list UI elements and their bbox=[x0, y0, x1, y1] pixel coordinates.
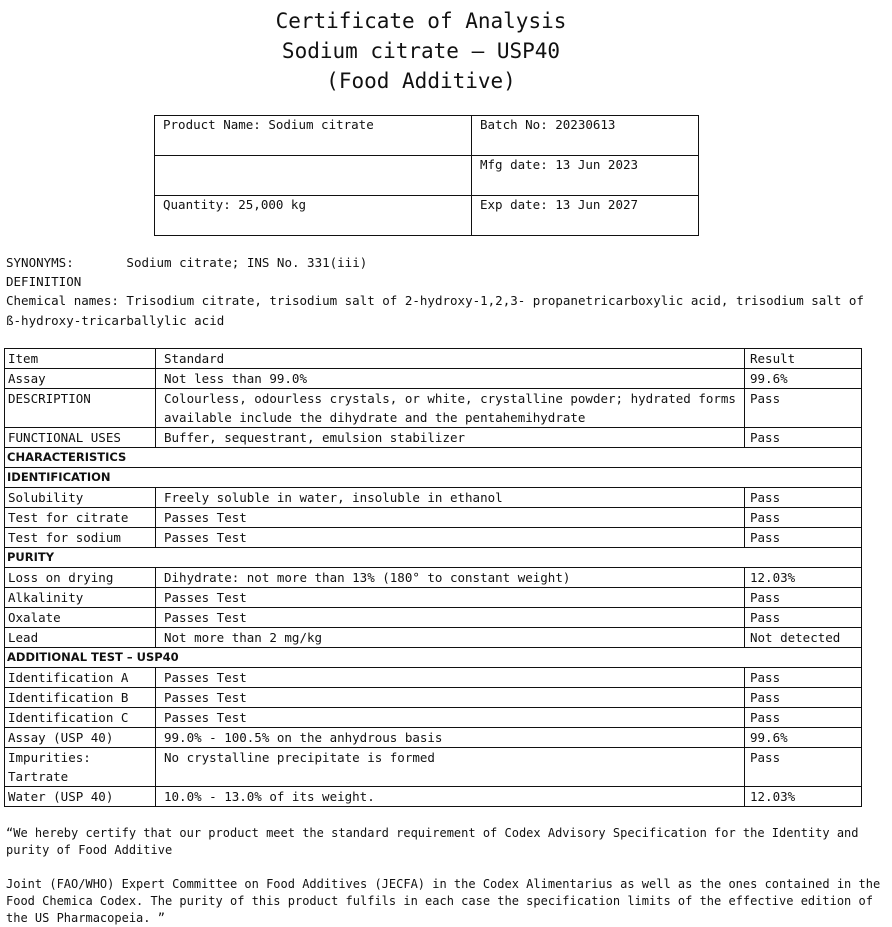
row-item: DESCRIPTION bbox=[5, 389, 156, 428]
row-item: Test for citrate bbox=[5, 508, 156, 528]
quantity-cell: Quantity: 25,000 kg bbox=[155, 196, 472, 236]
row-standard: Passes Test bbox=[156, 588, 745, 608]
row-standard: Passes Test bbox=[156, 608, 745, 628]
section-heading: ADDITIONAL TEST – USP40 bbox=[5, 648, 862, 668]
row-result: Pass bbox=[745, 528, 862, 548]
section-heading: IDENTIFICATION bbox=[5, 468, 862, 488]
title-line-3: (Food Additive) bbox=[326, 69, 516, 93]
title-line-1: Certificate of Analysis bbox=[275, 9, 567, 33]
table-header-row bbox=[5, 349, 862, 369]
row-item: Identification C bbox=[5, 708, 156, 728]
row-standard: 99.0% - 100.5% on the anhydrous basis bbox=[156, 728, 745, 748]
table-row bbox=[5, 508, 862, 528]
row-item: Test for sodium bbox=[5, 528, 156, 548]
row-item: Oxalate bbox=[5, 608, 156, 628]
table-row bbox=[5, 748, 862, 787]
row-result: Pass bbox=[745, 748, 862, 787]
row-standard: Passes Test bbox=[156, 508, 745, 528]
row-item: Lead bbox=[5, 628, 156, 648]
batch-info-table bbox=[154, 115, 699, 236]
row-result: Not detected bbox=[745, 628, 862, 648]
row-standard: Not more than 2 mg/kg bbox=[156, 628, 745, 648]
title-line-2: Sodium citrate – USP40 bbox=[281, 39, 561, 63]
row-item: Impurities: Tartrate bbox=[5, 748, 156, 787]
chemical-names: Chemical names: Trisodium citrate, trisodium salt of 2-hydroxy-1,2,3- propanetricarboxylic acid, trisodium salt of ß-hydroxy-tricarballylic acid bbox=[6, 293, 864, 328]
row-result: Pass bbox=[745, 588, 862, 608]
row-standard: 10.0% - 13.0% of its weight. bbox=[156, 787, 745, 807]
row-result: Pass bbox=[745, 708, 862, 728]
table-row bbox=[5, 708, 862, 728]
row-result: Pass bbox=[745, 428, 862, 448]
row-result: 99.6% bbox=[745, 728, 862, 748]
mfg-date-cell: Mfg date: 13 Jun 2023 bbox=[472, 156, 699, 196]
section-row bbox=[5, 468, 862, 488]
row-standard: No crystalline precipitate is formed bbox=[156, 748, 745, 787]
definition-heading: DEFINITION bbox=[6, 274, 82, 289]
table-row bbox=[5, 568, 862, 588]
row-item: Loss on drying bbox=[5, 568, 156, 588]
row-standard: Passes Test bbox=[156, 708, 745, 728]
table-row bbox=[5, 389, 862, 428]
row-item: FUNCTIONAL USES bbox=[5, 428, 156, 448]
row-result: 12.03% bbox=[745, 787, 862, 807]
row-item: Assay bbox=[5, 369, 156, 389]
empty-cell bbox=[155, 156, 472, 196]
table-row bbox=[5, 528, 862, 548]
batch-no-cell: Batch No: 20230613 bbox=[472, 116, 699, 156]
row-item: Identification B bbox=[5, 688, 156, 708]
table-row bbox=[5, 488, 862, 508]
table-row bbox=[5, 369, 862, 389]
row-result: Pass bbox=[745, 389, 862, 428]
section-heading: PURITY bbox=[5, 548, 862, 568]
row-standard: Colourless, odourless crystals, or white, crystalline powder; hydrated forms available include the dihydrate and the pentahemihydrate bbox=[156, 389, 745, 428]
row-standard: Freely soluble in water, insoluble in ethanol bbox=[156, 488, 745, 508]
row-item: Assay (USP 40) bbox=[5, 728, 156, 748]
section-row bbox=[5, 548, 862, 568]
row-item: Alkalinity bbox=[5, 588, 156, 608]
row-result: Pass bbox=[745, 488, 862, 508]
row-result: Pass bbox=[745, 608, 862, 628]
row-standard: Not less than 99.0% bbox=[156, 369, 745, 389]
certification-statement: “We hereby certify that our product meet the standard requirement of Codex Advisory Specification for the Identity and purity of Food Additive bbox=[6, 826, 859, 857]
row-item: Water (USP 40) bbox=[5, 787, 156, 807]
table-row bbox=[5, 428, 862, 448]
row-result: Pass bbox=[745, 668, 862, 688]
table-row bbox=[5, 608, 862, 628]
jecfa-statement: Joint (FAO/WHO) Expert Committee on Food Additives (JECFA) in the Codex Alimentarius as well as the ones contained in the Food Chemica Codex. The purity of this product fulfils in each case the specification limits of the effective edition of the US Pharmacopeia. ” bbox=[6, 877, 881, 925]
row-item: Solubility bbox=[5, 488, 156, 508]
row-result: Pass bbox=[745, 688, 862, 708]
table-row bbox=[5, 688, 862, 708]
table-row bbox=[5, 668, 862, 688]
synonyms-value: Sodium citrate; INS No. 331(iii) bbox=[126, 255, 368, 270]
row-standard: Passes Test bbox=[156, 668, 745, 688]
row-standard: Passes Test bbox=[156, 688, 745, 708]
header-item: Item bbox=[5, 349, 156, 369]
section-row bbox=[5, 448, 862, 468]
header-standard: Standard bbox=[156, 349, 745, 369]
table-row bbox=[5, 588, 862, 608]
synonyms-label: SYNONYMS: bbox=[6, 255, 74, 270]
row-result: Pass bbox=[745, 508, 862, 528]
row-standard: Buffer, sequestrant, emulsion stabilizer bbox=[156, 428, 745, 448]
section-row bbox=[5, 648, 862, 668]
row-result: 12.03% bbox=[745, 568, 862, 588]
row-item: Identification A bbox=[5, 668, 156, 688]
row-result: 99.6% bbox=[745, 369, 862, 389]
table-row bbox=[5, 628, 862, 648]
row-standard: Passes Test bbox=[156, 528, 745, 548]
synonyms-line bbox=[6, 253, 367, 273]
section-heading: CHARACTERISTICS bbox=[5, 448, 862, 468]
specification-table bbox=[4, 348, 862, 807]
header-result: Result bbox=[745, 349, 862, 369]
exp-date-cell: Exp date: 13 Jun 2027 bbox=[472, 196, 699, 236]
table-row bbox=[5, 728, 862, 748]
table-row bbox=[5, 787, 862, 807]
product-name-cell: Product Name: Sodium citrate bbox=[155, 116, 472, 156]
row-standard: Dihydrate: not more than 13% (180° to constant weight) bbox=[156, 568, 745, 588]
